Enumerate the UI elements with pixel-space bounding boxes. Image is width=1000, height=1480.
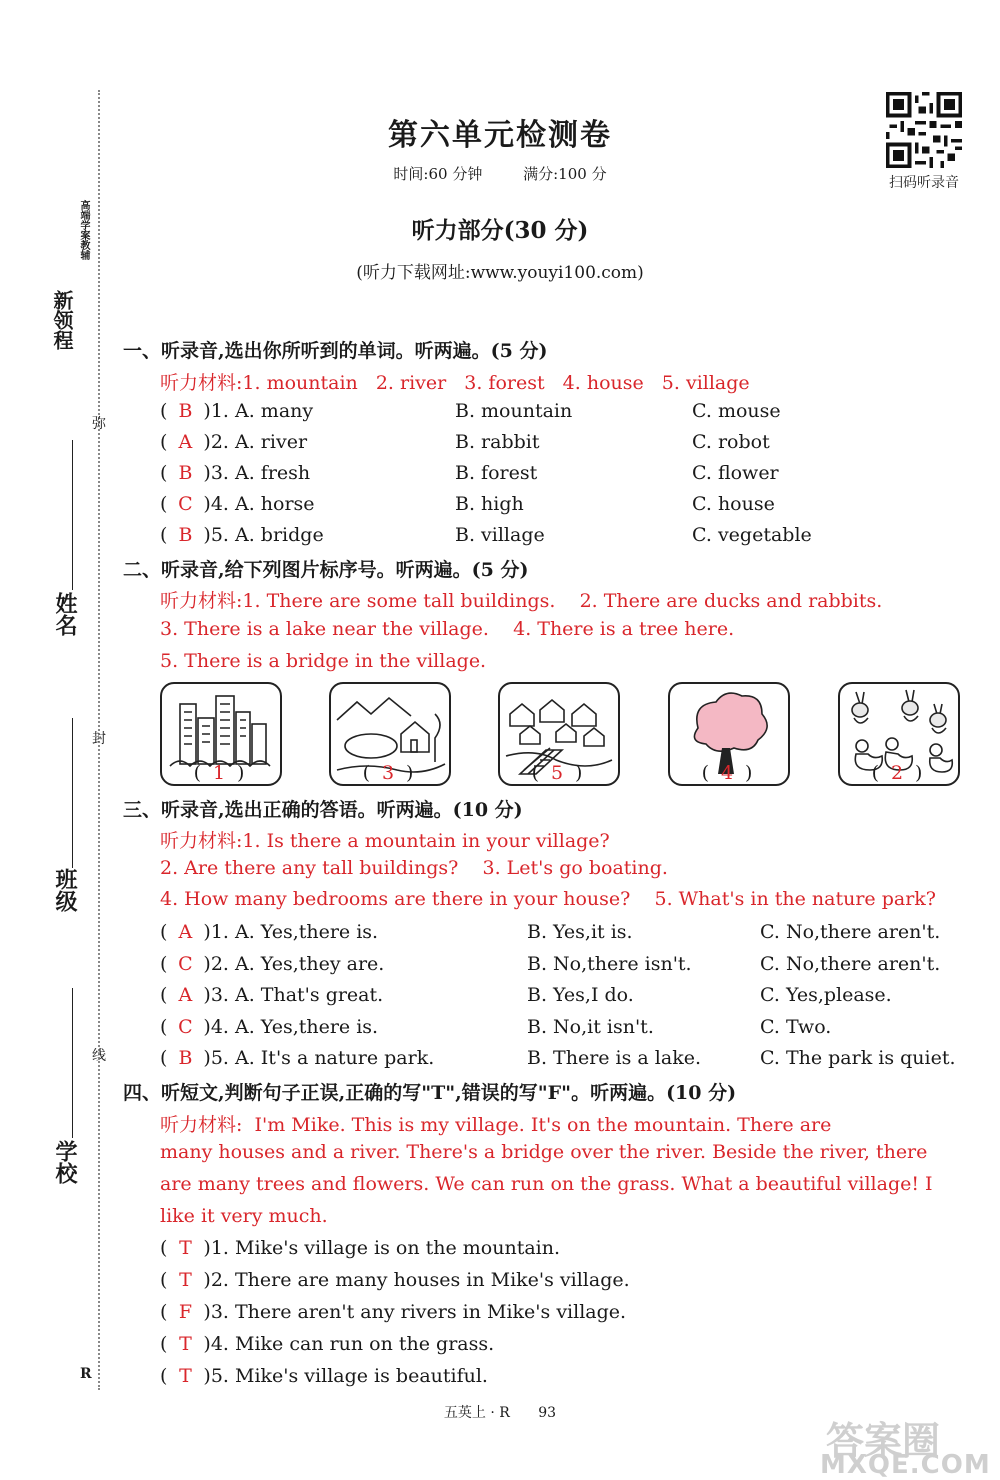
answer-blank[interactable]: 4 [720,762,734,784]
tf-question-row: ( F )3. There aren't any rivers in Mike's village. [160,1301,627,1323]
option-a: )3. A. fresh [203,462,311,484]
download-url[interactable]: (听力下载网址:www.youyi100.com) [356,263,644,283]
option-b: B. rabbit [455,431,540,453]
statement: )1. Mike's village is on the mountain. [203,1237,561,1259]
answer-blank[interactable]: T [179,1333,192,1355]
option-c: C. Two. [760,1016,832,1038]
statement: )4. Mike can run on the grass. [203,1333,495,1355]
material-item: 3. forest [464,372,545,394]
option-c: C. Yes,please. [760,984,892,1006]
section1-material [160,368,750,395]
section4-heading: 四、听短文,判断句子正误,正确的写"T",错误的写"F"。听两遍。(10 分) [123,1082,737,1104]
question-row: ( C )4. A. Yes,there is. [160,1016,379,1038]
section3-material-line1 [160,826,610,853]
section3-material-line3: 4. How many bedrooms are there in your house? 5. What's in the nature park? [160,888,936,910]
option-b: B. high [455,493,524,515]
material-label: 听力材料: [160,1114,243,1136]
tf-question-row: ( T )5. Mike's village is beautiful. [160,1365,488,1387]
option-c: C. No,there aren't. [760,953,941,975]
option-b: B. village [455,524,545,546]
section4-passage-line2: many houses and a river. There's a bridge over the river. Beside the river, there [160,1141,928,1163]
question-row: ( A )2. A. river [160,431,308,453]
page-number: 93 [538,1405,557,1421]
answer-blank[interactable]: B [178,400,193,422]
school-field-line[interactable] [72,988,73,1138]
statement: )5. Mike's village is beautiful. [203,1365,488,1387]
answer-blank[interactable]: C [178,1016,193,1038]
question-row: ( B )3. A. fresh [160,462,311,484]
option-c: C. No,there aren't. [760,921,941,943]
passage-text: I'm Mike. This is my village. It's on the mountain. There are [254,1114,832,1136]
section3-material-line2: 2. Are there any tall buildings? 3. Let's go boating. [160,857,668,879]
option-a: )1. A. Yes,there is. [203,921,379,943]
option-a: )1. A. many [203,400,314,422]
watermark-logo: 答案圈 [826,1419,941,1463]
statement: )3. There aren't any rivers in Mike's village. [203,1301,627,1323]
answer-blank[interactable]: A [178,921,193,943]
name-label: 姓名 [52,592,78,636]
name-field-line[interactable] [72,440,73,590]
answer-blank[interactable]: A [178,984,193,1006]
answer-blank[interactable]: T [179,1237,192,1259]
page-title: 第六单元检测卷 [388,118,612,153]
material-label: 听力材料: [160,590,243,612]
section2-material-line2: 3. There is a lake near the village. 4. There is a tree here. [160,618,735,640]
answer-blank[interactable]: B [178,1047,193,1069]
option-a: )3. A. That's great. [203,984,384,1006]
section2-material-line1 [160,586,882,613]
brand-logo: 新领程 [50,290,74,350]
material-item: 1. mountain [242,372,358,394]
answer-blank[interactable]: C [178,953,193,975]
seal-mark-mi: 弥 [92,416,106,432]
option-c: C. mouse [692,400,781,422]
section3-heading: 三、听录音,选出正确的答语。听两遍。(10 分) [123,799,523,821]
material-text: 1. Is there a mountain in your village? [242,830,610,852]
answer-blank[interactable]: T [179,1365,192,1387]
option-a: )5. A. It's a nature park. [203,1047,435,1069]
seal-mark-xian: 线 [92,1048,106,1064]
answer-blank[interactable]: B [178,462,193,484]
statement: )2. There are many houses in Mike's village. [203,1269,630,1291]
school-label: 学校 [52,1140,78,1184]
picture-answer: ( 2 ) [871,762,923,784]
section4-passage-line3: are many trees and flowers. We can run on the grass. What a beautiful village! I [160,1173,933,1195]
qr-code-icon[interactable] [886,92,962,168]
option-b: B. No,there isn't. [527,953,692,975]
option-c: C. house [692,493,775,515]
seal-mark-feng: 封 [92,731,106,747]
option-c: C. vegetable [692,524,812,546]
option-c: C. robot [692,431,770,453]
answer-blank[interactable]: 5 [550,762,564,784]
question-row: ( A )1. A. Yes,there is. [160,921,379,943]
option-a: )5. A. bridge [203,524,324,546]
full-score: 满分:100 分 [523,165,607,183]
option-b: B. Yes,it is. [527,921,633,943]
material-label: 听力材料: [160,372,243,394]
question-row: ( B )5. A. It's a nature park. [160,1047,435,1069]
picture-answer: ( 1 ) [193,762,245,784]
option-a: )2. A. Yes,they are. [203,953,385,975]
tf-question-row: ( T )2. There are many houses in Mike's village. [160,1269,630,1291]
answer-blank[interactable]: B [178,524,193,546]
answer-blank[interactable]: A [178,431,193,453]
option-b: B. forest [455,462,538,484]
option-b: B. No,it isn't. [527,1016,654,1038]
picture-answer: ( 4 ) [701,762,753,784]
question-row: ( C )2. A. Yes,they are. [160,953,385,975]
question-row: ( B )5. A. bridge [160,524,324,546]
option-b: B. There is a lake. [527,1047,701,1069]
material-item: 2. river [375,372,447,394]
material-item: 4. house [562,372,644,394]
class-label: 班级 [52,868,78,912]
watermark-url: MXQE.COM [820,1450,991,1480]
exam-meta [0,163,1000,184]
answer-blank[interactable]: 2 [890,762,904,784]
section2-material-line3: 5. There is a bridge in the village. [160,650,487,672]
answer-blank[interactable]: C [178,493,193,515]
option-b: B. Yes,I do. [527,984,634,1006]
section1-heading: 一、听录音,选出你所听到的单词。听两遍。(5 分) [123,340,548,362]
option-c: C. flower [692,462,779,484]
question-row: ( B )1. A. many [160,400,314,422]
answer-blank[interactable]: T [179,1269,192,1291]
answer-blank[interactable]: 1 [212,762,226,784]
option-b: B. mountain [455,400,573,422]
section4-passage-line4: like it very much. [160,1205,328,1227]
tf-question-row: ( T )1. Mike's village is on the mountain. [160,1237,561,1259]
picture-answer: ( 3 ) [362,762,414,784]
option-a: )2. A. river [203,431,308,453]
question-row: ( C )4. A. horse [160,493,315,515]
time-limit: 时间:60 分钟 [393,165,483,183]
brand-subtitle: 高端学案教辅 [78,200,89,260]
material-item: 5. village [661,372,750,394]
material-label: 听力材料: [160,830,243,852]
picture-answer: ( 5 ) [531,762,583,784]
answer-blank[interactable]: F [178,1301,193,1323]
margin-r-mark: R [80,1366,92,1382]
section2-heading: 二、听录音,给下列图片标序号。听两遍。(5 分) [123,559,529,581]
class-field-line[interactable] [72,718,73,868]
section4-passage-line1 [160,1110,831,1137]
qr-label: 扫码听录音 [889,175,959,191]
answer-blank[interactable]: 3 [381,762,395,784]
option-c: C. The park is quiet. [760,1047,956,1069]
option-a: )4. A. horse [203,493,315,515]
book-label: 五英上 · R [443,1405,510,1421]
tf-question-row: ( T )4. Mike can run on the grass. [160,1333,495,1355]
question-row: ( A )3. A. That's great. [160,984,384,1006]
material-text: 1. There are some tall buildings. 2. There are ducks and rabbits. [242,590,883,612]
option-a: )4. A. Yes,there is. [203,1016,379,1038]
listening-title: 听力部分(30 分) [411,217,589,244]
